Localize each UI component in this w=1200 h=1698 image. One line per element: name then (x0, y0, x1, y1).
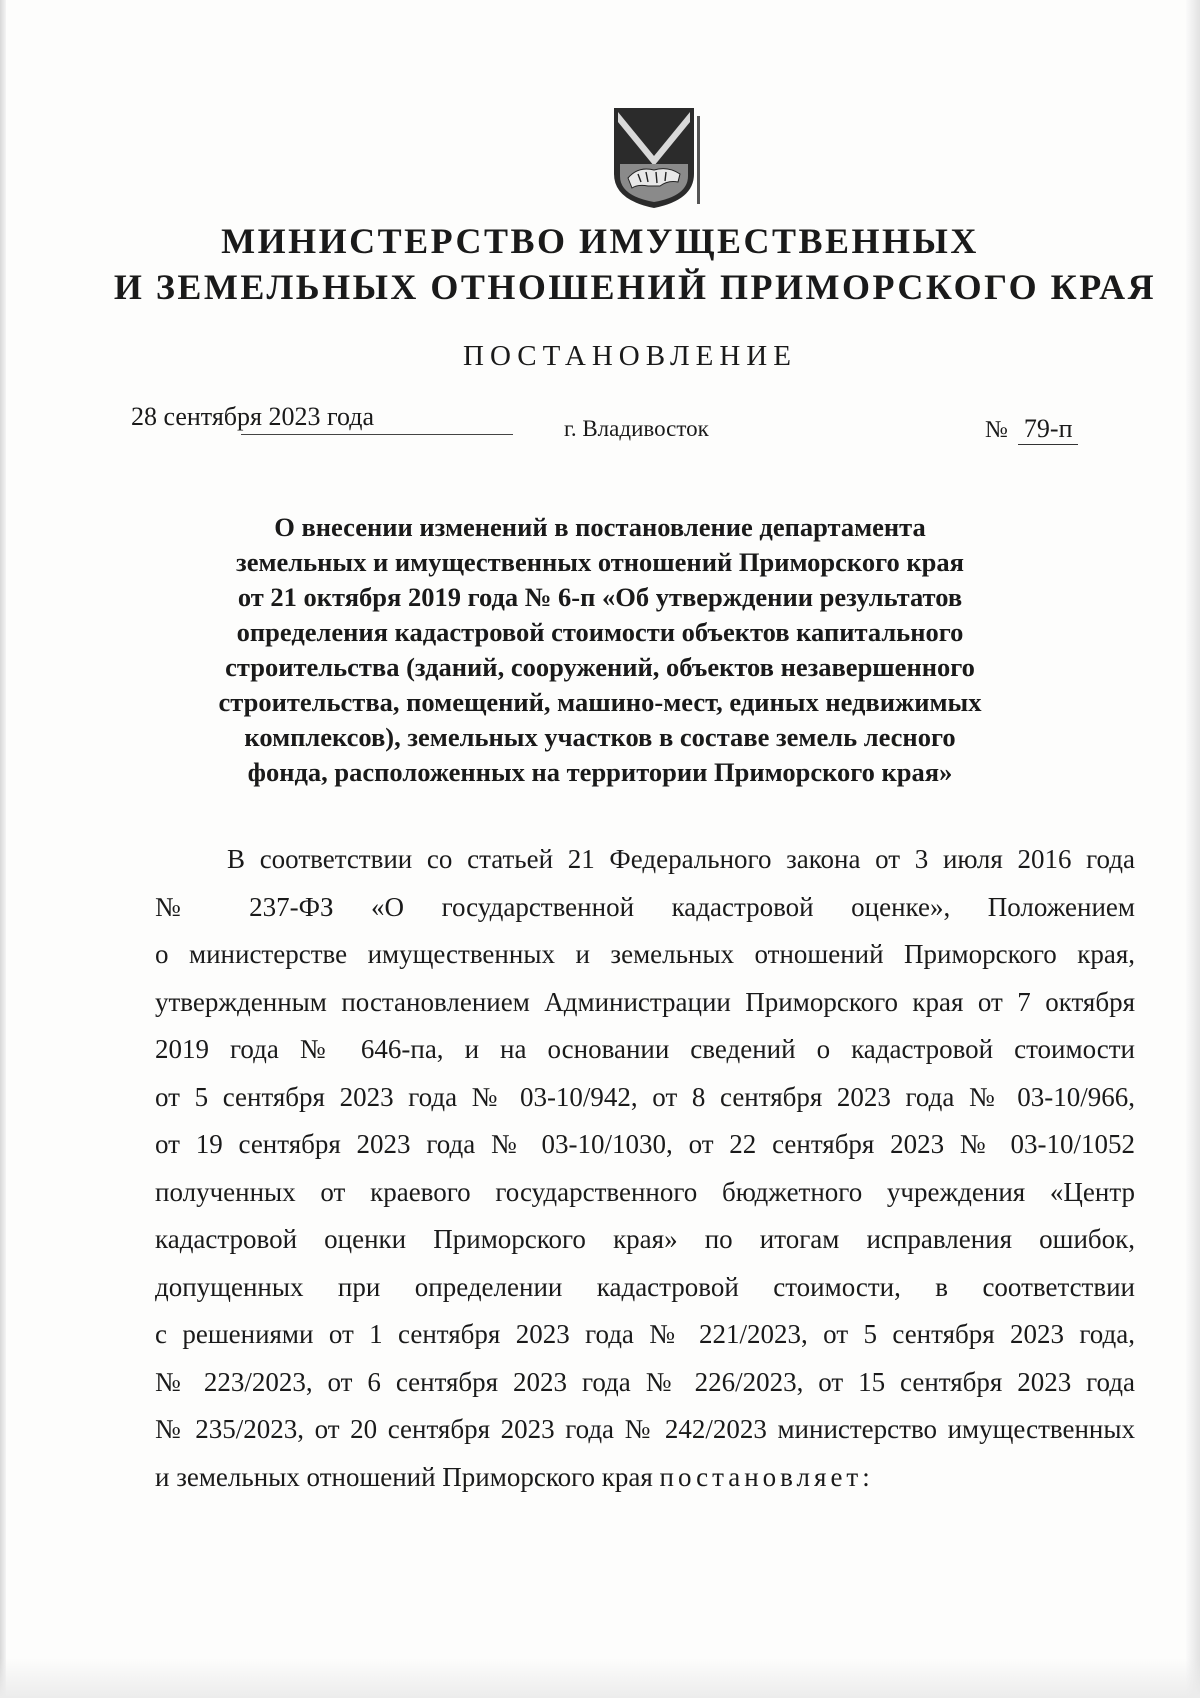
body-line: с решениями от 1 сентября 2023 года № 221/2023, от 5 сентября 2023 года, (155, 1319, 1135, 1349)
document-type: ПОСТАНОВЛЕНИЕ (463, 340, 797, 372)
number-label: № (985, 417, 1008, 443)
body-line: о министерстве имущественных и земельных отношений Приморского края, (155, 939, 1135, 969)
document-number (985, 414, 1078, 445)
body-line: 2019 года № 646-па, и на основании сведений о кадастровой стоимости (155, 1034, 1135, 1064)
body-paragraph (155, 836, 1135, 1501)
coat-of-arms-icon (608, 104, 700, 212)
body-line: от 5 сентября 2023 года № 03-10/942, от 8 сентября 2023 года № 03-10/966, (155, 1081, 1135, 1112)
document-title (150, 510, 1050, 790)
ministry-line-1: МИНИСТЕРСТВО ИМУЩЕСТВЕННЫХ (221, 221, 979, 261)
body-line: утвержденным постановлением Администрации Приморского края от 7 октября (155, 986, 1135, 1017)
body-line: кадастровой оценки Приморского края» по итогам исправления ошибок, (155, 1224, 1135, 1254)
body-line: допущенных при определении кадастровой стоимости, в соответствии (155, 1271, 1135, 1302)
title-line: О внесении изменений в постановление департамента (274, 512, 926, 542)
body-line: № 235/2023, от 20 сентября 2023 года № 242/2023 министерство имущественных (155, 1414, 1135, 1444)
title-line: определения кадастровой стоимости объектов капитального (236, 617, 964, 647)
body-line: полученных от краевого государственного бюджетного учреждения «Центр (155, 1176, 1135, 1207)
document-date (131, 402, 374, 432)
resolution-word: постановляет: (659, 1461, 874, 1492)
body-line-last (155, 1454, 1135, 1502)
body-line: В соответствии со статьей 21 Федерального закона от 3 июля 2016 года (227, 844, 1135, 874)
scan-edge-bottom (0, 1658, 1200, 1698)
date-underline (241, 434, 513, 435)
ministry-line-2: И ЗЕМЕЛЬНЫХ ОТНОШЕНИЙ ПРИМОРСКОГО КРАЯ (113, 267, 1157, 307)
body-last-prefix: и земельных отношений Приморского края (155, 1461, 660, 1492)
ministry-name (0, 218, 1200, 310)
body-line: от 19 сентября 2023 года № 03-10/1030, от 22 сентября 2023 № 03-10/1052 (155, 1129, 1135, 1159)
title-line: земельных и имущественных отношений Приморского края (236, 547, 964, 577)
title-line: комплексов), земельных участков в составе земель лесного (244, 722, 956, 752)
title-line: от 21 октября 2019 года № 6-п «Об утверждении результатов (237, 582, 963, 612)
title-line: строительства, помещений, машино-мест, единых недвижимых (218, 687, 982, 717)
body-line: № 237-ФЗ «О государственной кадастровой оценке», Положением (155, 891, 1135, 922)
title-line: строительства (зданий, сооружений, объектов незавершенного (225, 652, 975, 682)
document-city: г. Владивосток (564, 416, 709, 441)
number-value: 79-п (1018, 414, 1079, 445)
emblem-right-bar (697, 116, 700, 204)
title-line: фонда, расположенных на территории Приморского края» (247, 757, 953, 787)
date-text: 28 сентября 2023 года (131, 402, 375, 431)
body-line: № 223/2023, от 6 сентября 2023 года № 226/2023, от 15 сентября 2023 года (155, 1366, 1135, 1397)
